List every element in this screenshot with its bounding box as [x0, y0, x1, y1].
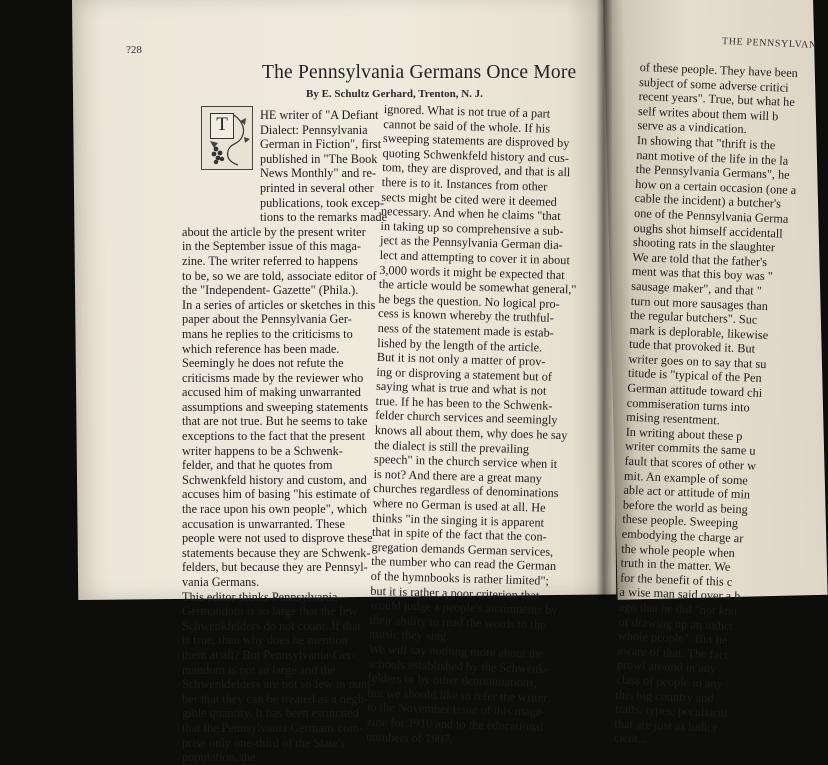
text-line: Schwenkfelders do not count. If that — [182, 618, 361, 633]
text-line: ment was that this boy was " — [631, 264, 774, 284]
text-line: accusation is unwarranted. These — [182, 516, 345, 531]
text-line: numbers of 1907. — [366, 729, 453, 746]
page-number: ?28 — [126, 44, 142, 56]
text-line: there is to it. Instances from other — [381, 174, 548, 194]
text-line: before the world as being — [622, 497, 749, 517]
text-line: accuses him of basing "his estimate of — [182, 487, 371, 502]
text-line: able act or attitude of min — [623, 482, 751, 502]
text-line: printed in several other — [260, 180, 374, 195]
text-line: music they sing. — [368, 627, 450, 644]
text-line: cannot be said of the whole. If his — [383, 116, 551, 136]
text-line: shooting rats in the slaughter — [632, 234, 776, 255]
text-line: saying what is true and what is not — [375, 379, 547, 398]
text-line: gible quantity. It has been estimated — [182, 706, 359, 721]
text-line: nant motive of the life in the la — [636, 147, 789, 168]
text-line: lished by the length of the article. — [377, 335, 543, 355]
text-line: fault that scores of other w — [624, 453, 757, 473]
text-line: titude is "typical of the Pen — [627, 366, 762, 386]
text-line: embodying the charge ar — [621, 526, 744, 546]
text-line: self writes about them will b — [637, 103, 779, 124]
text-line: cable the incident) a butcher's — [634, 191, 782, 211]
text-line: felders, but because they are Pennsyl- — [182, 560, 368, 575]
text-line: these people. Sweeping — [622, 512, 739, 531]
text-line: But it is not only a matter of prov- — [376, 349, 546, 369]
text-line: whole people". But he — [617, 628, 728, 647]
text-line: that are just as ludicr — [614, 716, 718, 735]
text-line: writer happens to be a Schwenk- — [182, 443, 343, 458]
text-line: This editor thinks Pennsylvania- — [182, 589, 342, 604]
text-line: We will say nothing more about the — [368, 641, 545, 661]
article-column-3-facing-page — [614, 60, 810, 752]
text-line: for the benefit of this c — [619, 570, 733, 589]
text-line: publications, took excep- — [260, 195, 384, 210]
text-line: schools established by the Schwenk- — [368, 656, 549, 676]
text-line: mandom is not so large and the — [182, 662, 336, 677]
text-line: in the September issue of this maga- — [182, 239, 361, 254]
text-line: that the Pennsylvania Germans com- — [182, 720, 363, 735]
text-line: would judge a people's attainments by — [369, 597, 558, 618]
text-line: felder church services and seemingly — [375, 408, 558, 428]
text-line: ignored. What is not true of a part — [383, 102, 551, 121]
text-line: of drawing up an indict — [618, 614, 734, 633]
text-line: prowl around in any — [616, 657, 717, 676]
text-line: 3,000 words it might be expected that — [379, 262, 565, 282]
text-line: knows all about them, why does he say — [374, 422, 568, 443]
text-line: thinks "in the singing it is apparent — [372, 510, 545, 530]
text-line: exceptions to the fact that the present — [182, 429, 366, 444]
text-line: lect and attempting to cover it in about — [379, 247, 571, 268]
text-line: We are told that the father's — [632, 249, 768, 269]
text-line: the "Independent- Gazette" (Phila.). — [182, 283, 359, 298]
text-line: of these people. They have been — [639, 60, 799, 81]
text-line: the number who can read the German — [370, 554, 557, 574]
text-line: in taking up so comprehensive a sub- — [380, 218, 564, 238]
text-line: paper about the Pennsylvania Ger- — [182, 312, 352, 327]
text-line: turn out more sausages than — [630, 293, 769, 313]
text-line: felder, and that he quotes from — [182, 458, 333, 473]
text-line: people were not used to disprove these — [182, 531, 373, 546]
text-line: churches regardless of denominations — [373, 481, 559, 501]
text-line: this big country and — [615, 687, 714, 705]
text-line: writer commits the same u — [624, 439, 756, 459]
text-line: a wise man said over a h — [619, 584, 741, 604]
text-line: of the hymnbooks is rather limited"; — [370, 568, 550, 588]
text-line: Schwenkfeld history and custom, and — [182, 472, 367, 487]
text-line: tom, they are disproved, and that is all — [381, 160, 571, 180]
text-line: commiseration turns into — [626, 395, 750, 415]
text-line: gregation demands German services, — [371, 539, 554, 559]
text-line: mark is deplorable, likewise — [629, 322, 769, 342]
text-line: ness of the statement made is estab- — [377, 320, 555, 340]
text-line: traits, types, peculiariti — [614, 701, 728, 720]
text-line: Dialect: Pennsylvania — [260, 122, 368, 137]
text-line: ing or disproving a statement but of — [376, 364, 553, 384]
text-line: Schwenkfelders are not so few in num- — [182, 677, 375, 692]
text-line: sects might be cited were it deemed — [381, 189, 558, 209]
text-line: one of the Pennsylvania Germa — [633, 205, 789, 226]
text-line: accused him of making unwarranted — [182, 385, 361, 400]
text-line: zine for 1910 and to the educational — [366, 714, 544, 734]
text-line: tude that provoked it. But — [628, 337, 756, 356]
text-line: prise only one-third of the State's — [182, 735, 346, 750]
article-column-1 — [182, 108, 388, 765]
text-line: cient... — [613, 730, 648, 747]
text-line: that in spite of the fact that the con- — [371, 525, 547, 544]
text-line: statements because they are Schwenk- — [182, 545, 371, 560]
text-line: class of people in any — [615, 672, 723, 691]
text-line: subject of some adverse critici — [638, 74, 789, 95]
text-line: is true, then why does he mention — [182, 633, 348, 648]
text-line: sausage maker", and that " — [631, 278, 763, 298]
text-line: the Pennsylvania Germans", he — [635, 162, 790, 182]
text-line: mit. An example of some — [623, 468, 749, 488]
text-line: published in "The Book — [260, 151, 378, 166]
text-line: them at all? But Pennsylvania-Ger- — [182, 647, 356, 662]
text-line: felders or by other denominations; — [367, 670, 538, 690]
text-line: necessary. And when he claims "that — [380, 204, 561, 224]
text-line: the whole people when — [620, 541, 736, 560]
text-line: criticisms made by the reviewer who — [182, 370, 364, 385]
text-line: vania Germans. — [182, 575, 260, 589]
text-line: German attitude toward chi — [627, 380, 763, 400]
text-line: the dialect is still the prevailing — [374, 437, 530, 456]
text-line: which reference has been made. — [182, 341, 340, 356]
text-line: to be, so we are told, associate editor of — [182, 268, 377, 283]
text-line: Seemingly he does not refute the — [182, 356, 344, 371]
text-line: is not? And there are a great many — [373, 466, 543, 486]
text-line: zine. The writer referred to happens — [182, 253, 358, 268]
text-line: In a series of articles or sketches in this — [182, 297, 376, 312]
text-line: about the article by the present writer — [182, 224, 366, 239]
text-line: quoting Schwenkfeld history and cus- — [382, 145, 570, 165]
text-line: population, the — [182, 750, 256, 765]
article-title: The Pennsylvania Germans Once More — [262, 62, 577, 83]
text-line: mans he replies to the criticisms to — [182, 326, 353, 341]
text-line: ject as the Pennsylvania German dia- — [379, 233, 563, 253]
text-line: to the November issue of this maga- — [366, 700, 546, 720]
text-line: the article would be somewhat general," — [378, 277, 577, 297]
text-line: aware of that. The fact — [617, 643, 729, 662]
text-line: ago that he did "not kno — [618, 599, 738, 619]
text-line: cess is known whereby the truthful- — [377, 306, 555, 326]
text-line: ber that they can be treated as a negli- — [182, 691, 369, 706]
text-line: speech" in the church service when it — [373, 452, 558, 472]
text-line: oughs shot himself accidentall — [633, 220, 783, 241]
text-line: HE writer of "A Defiant — [260, 108, 379, 122]
running-head: THE PENNSYLVAN — [721, 36, 818, 51]
article-column-2 — [366, 102, 612, 750]
text-line: where no German is used at all. He — [372, 495, 546, 515]
text-line: that are not true. But he seems to take — [182, 414, 368, 429]
text-line: but we should like to refer the writer — [367, 685, 548, 705]
text-line: serve as a vindication. — [637, 118, 747, 137]
text-line: In writing about these p — [625, 424, 743, 444]
article-byline: By E. Schultz Gerhard, Trenton, N. J. — [306, 88, 483, 100]
text-line: recent years". True, but what he — [638, 89, 796, 110]
dropcap-letter: T — [210, 113, 234, 139]
text-line: tions to the remarks made — [260, 210, 388, 225]
text-line: the regular butchers". Suc — [629, 307, 758, 327]
text-line: German in Fiction", first — [260, 137, 382, 152]
text-line: sweeping statements are disproved by — [382, 131, 570, 151]
text-line: truth in the matter. We — [620, 555, 731, 575]
text-line: writer goes on to say that su — [628, 351, 767, 371]
text-line: he begs the question. No logical pro- — [378, 291, 560, 311]
text-line: their ability to read the words to the — [369, 612, 546, 632]
text-line: how on a certain occasion (one a — [634, 176, 797, 197]
text-line: News Monthly" and re- — [260, 166, 377, 181]
text-line: assumptions and sweeping statements — [182, 399, 369, 414]
text-line: mising resentment. — [626, 409, 721, 428]
text-line: In showing that "thrift is the — [636, 132, 776, 153]
text-line: true. If he has been to the Schwenk- — [375, 393, 553, 413]
text-line: Germandom is so large that the few — [182, 604, 358, 619]
text-line: the race upon his own people", which — [182, 502, 367, 517]
text-line: but it is rather a poor criterion that — [370, 583, 540, 603]
